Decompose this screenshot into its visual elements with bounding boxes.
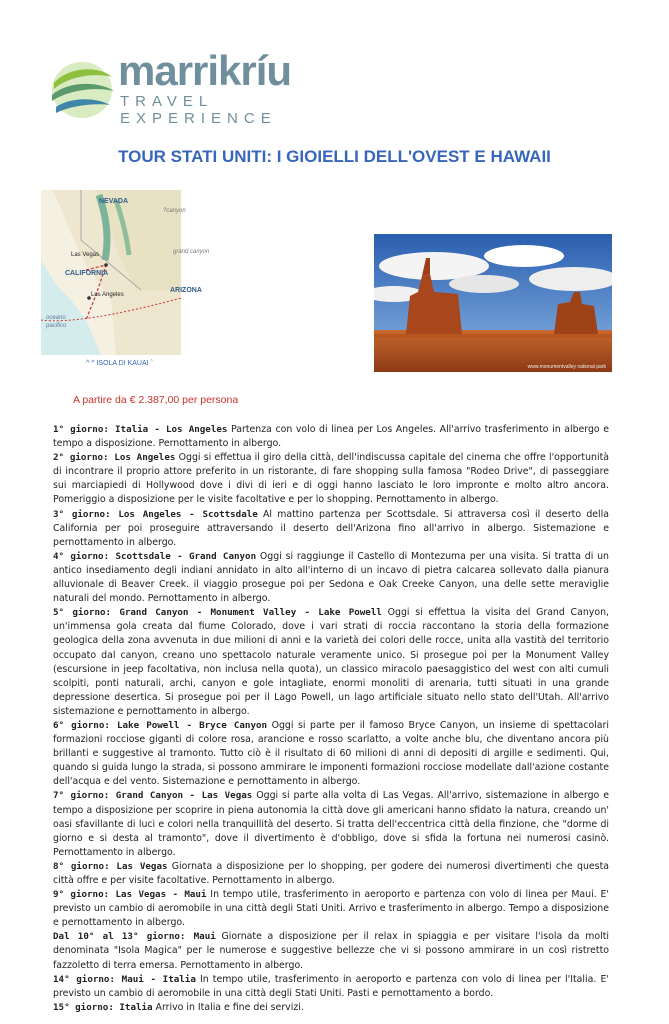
itinerary-day: 6° giorno: Lake Powell - Bryce Canyon Oggi si parte per il famoso Bryce Canyon, un insieme di spettacolari formazioni rocciose giganti di colore rosa, arancione e rosso scarlatto, a volte anche blu, che diventano ancora più brillanti e suggestive al tramonto. Tutto ciò è il risultato di 60 milioni di anni di depositi di argille e sedimenti. Qui, quando si guida lungo la strada, si possono ammirare le imponenti formazioni rocciose modellate dall'azione costante dell'acqua e del vento. Sistemazione e pernottamento in albergo. (53, 719, 609, 788)
itinerary-day: 14° giorno: Maui - Italia In tempo utile, trasferimento in aeroporto e partenza con volo di linea per l'Italia. E' previsto un cambio di aeromobile in una città degli Stati Uniti. Pasti e pernottamento a bordo. (53, 973, 609, 999)
itinerary-day: 2° giorno: Los Angeles Oggi si effettua il giro della città, dell'indiscussa capitale del cinema che offre l'opportunità di incontrare il proprio attore preferito in un ristorante, di fare shopping sulla famosa "Rodeo Drive", di passeggiare sui marciapiedi di Hollywood dove i divi di ieri e di oggi hanno lasciato le loro impronte e molto altro ancora. Pomeriggio a disposizione per le visite facoltative e per lo shopping. Pernottamento in albergo. (53, 452, 609, 506)
map-label-canyon: ?canyon (163, 208, 186, 214)
map-label-las-vegas: Las Vegas (71, 252, 100, 258)
map-label-nevada: NEVADA (99, 198, 129, 205)
brand-logo (48, 47, 348, 127)
itinerary-day: 3° giorno: Los Angeles - Scottsdale Al mattino partenza per Scottsdale. Si attraversa così il deserto della California per poi proseguire attraversando il deserto dell'Arizona fino all'arrivo in albergo. Sistemazione e pernottamento in albergo. (53, 508, 609, 548)
itinerary-day: 8° giorno: Las Vegas Giornata a disposizione per lo shopping, per godere dei numerosi divertimenti che questa città offre e per visite facoltative. Pernottamento in albergo. (53, 860, 609, 886)
monument-valley-photo (374, 234, 612, 372)
route-map (41, 190, 181, 355)
map-label-grand-canyon: grand canyon (173, 249, 210, 255)
map-label-ocean-2: pacifico (46, 323, 67, 329)
logo-swirl-icon (48, 55, 118, 125)
kauai-caption: ^ ^ ISOLA DI KAUAI ˆ (86, 360, 153, 367)
map-label-arizona: ARIZONA (170, 287, 202, 294)
photo-credit: www.monumentvalley national park (527, 364, 606, 370)
itinerary-day: 5° giorno: Grand Canyon - Monument Valley - Lake Powell Oggi si effettua la visita del Grand Canyon, un'immensa gola creata dal fiume Colorado, dove i vari strati di roccia raccontano la storia della formazione geologica della zona avvenuta in due milioni di anni e la varietà dei colori delle rocce, unita alla vastità del territorio occupato dal canyon, creano uno spettacolo naturale veramente unico. Si prosegue poi per la Monument Valley (escursione in jeep facoltativa, non inclusa nella quota), un classico miracolo paesaggistico del west con alti cumuli scolpiti, ponti naturali, archi, canyon e gole intagliate, enormi monoliti di arenaria, tutti situati in una grande depressione desertica. Si prosegue poi per il Lago Powell, un lago artificiale situato nello stato dell'Utah. All'arrivo sistemazione e pernottamento in albergo. (53, 607, 609, 717)
price-text: A partire da € 2.387,00 per persona (73, 394, 239, 406)
itinerary-day: 7° giorno: Grand Canyon - Las Vegas Oggi si parte alla volta di Las Vegas. All'arrivo, sistemazione in albergo e tempo a disposizione per scoprire in piena autonomia la città dove gli americani hanno sfidato la natura, creando un' oasi sfavillante di luci e colori nella tranquillità del deserto. Si tratta dell'eccentrica città della finzione, che "dorme di giorno e si desta al tramonto", dove il divertimento è d'obbligo, dove si sfida la fortuna nei numerosi casinò. Pernottamento in albergo. (53, 790, 609, 858)
itinerary-day: Dal 10° al 13° giorno: Maui Giornate a disposizione per il relax in spiaggia e per visitare l'isola da molti denominata "Isola Magica" per le numerose e suggestive bellezze che vi si possono ammirare in un così ristretto fazzoletto di terra emersa. Pernottamento in albergo. (53, 931, 609, 971)
itinerary-day: 9° giorno: Las Vegas - Maui In tempo utile, trasferimento in aeroporto e partenza con volo di linea per Maui. E' previsto un cambio di aeromobile in una città degli Stati Uniti. Arrivo e trasferimento in albergo. Tempo a disposizione e pernottamento in albergo. (53, 889, 609, 929)
brand-tagline: TRAVEL EXPERIENCE (120, 93, 277, 127)
map-label-ocean-1: oceano (46, 315, 66, 321)
brand-name: marrikríu (118, 47, 292, 94)
itinerary-day: 15° giorno: Italia Arrivo in Italia e fine dei servizi. (53, 1001, 304, 1013)
page-title: TOUR STATI UNITI: I GIOIELLI DELL'OVEST E HAWAII (118, 147, 551, 166)
itinerary-day: 1° giorno: Italia - Los Angeles Partenza con volo di linea per Los Angeles. All'arrivo trasferimento in albergo e tempo a disposizione. Pernottamento in albergo. (53, 424, 609, 450)
map-label-california: CALIFORNIA (65, 270, 109, 277)
itinerary (53, 423, 609, 1015)
itinerary-day: 4° giorno: Scottsdale - Grand Canyon Oggi si raggiunge il Castello di Montezuma per una visita. Si tratta di un antico insediamento degli indiani annidato in alto all'interno di un incavo di pietra calcarea sollevato dalla pianura alluvionale di Beaver Creek. il viaggio prosegue poi per Sedona e Oak Creeke Canyon, una delle sette meraviglie naturali del mondo. Pernottamento in albergo. (53, 550, 609, 605)
map-label-los-angeles: Los Angeles (91, 292, 124, 298)
